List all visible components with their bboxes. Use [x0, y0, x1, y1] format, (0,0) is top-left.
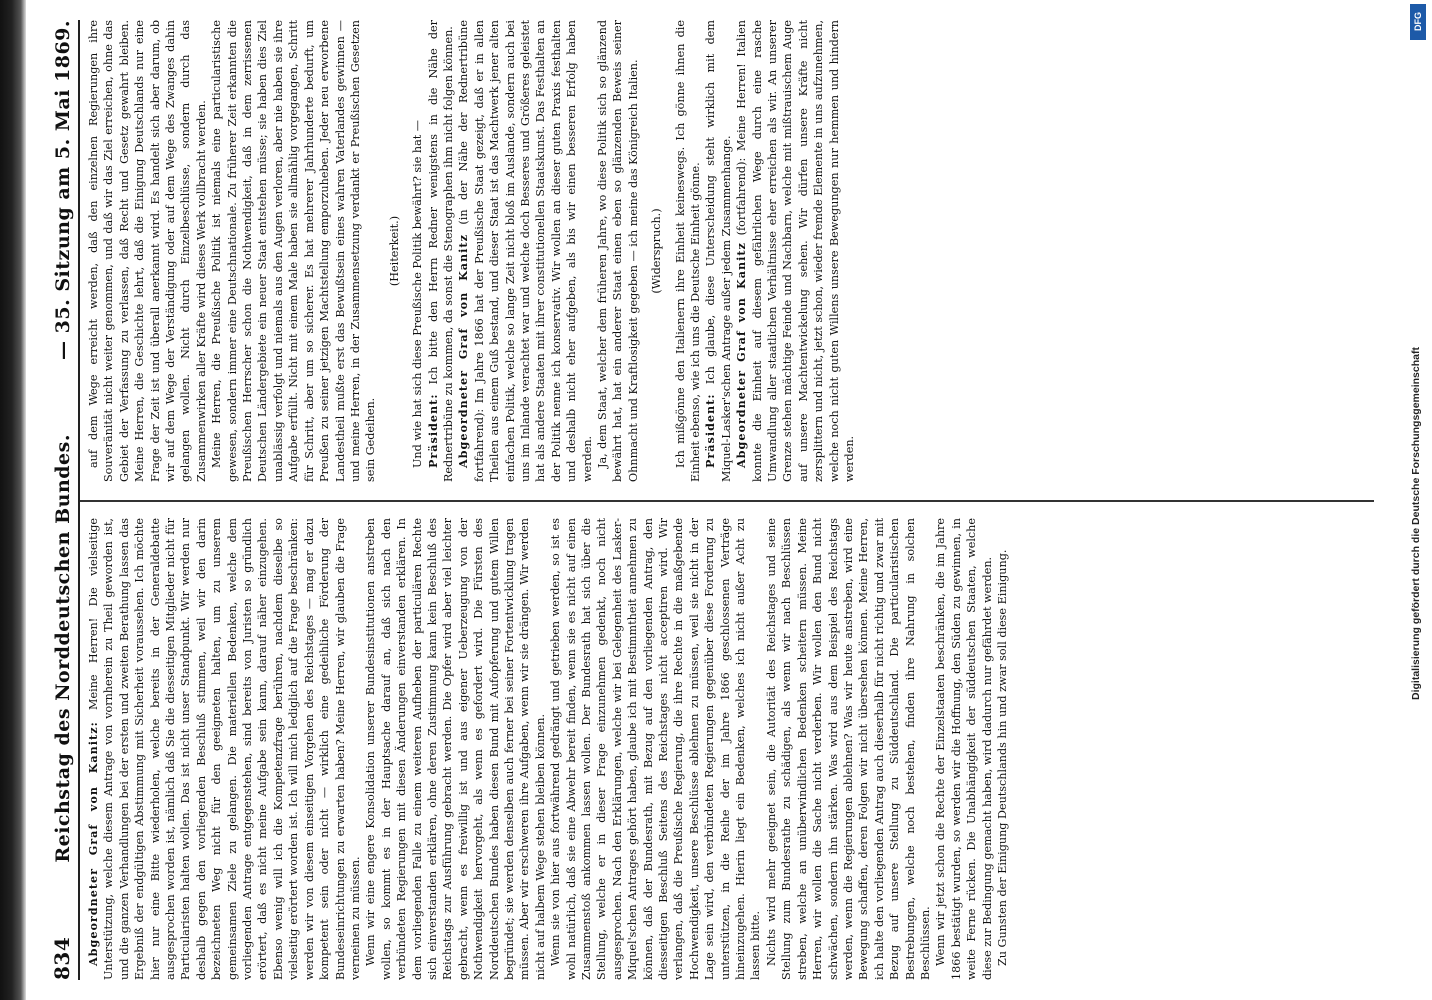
column-divider	[80, 501, 1374, 503]
paragraph-text: auf dem Wege erreicht werden, daß den einzelnen Regierungen ihre Souveränität nicht weiter genommen, und daß wir das Ziel erreichen, ohne das Gebiet der Verfassung zu verlassen, daß Recht und Gesetz gewahrt bleiben. Meine Herren, die Geschichte lehrt, daß die Einigung Deutschlands nur eine Frage der Zeit ist und überall anerkannt wird. Es handelt sich aber darum, ob wir auf dem Wege der Verständigung oder auf dem Wege des Zwanges dahin gelangen wollen. Nicht durch Einzelbeschlüsse, sondern durch das Zusammenwirken aller Kräfte wird dieses Werk vollbracht werden.	[87, 20, 208, 482]
stage-direction-text: (Heiterkeit.)	[387, 215, 401, 287]
session-title: — 35. Sitzung am 5. Mai 1869.	[52, 20, 74, 360]
paragraph	[673, 20, 704, 482]
paragraph	[548, 518, 764, 980]
right-column	[86, 20, 1376, 482]
page-header	[40, 20, 74, 980]
paragraph	[764, 518, 933, 980]
stage-direction	[387, 20, 402, 482]
paragraph-text: Nichts wird mehr geeignet sein, die Autorität des Reichstages und seine Stellung zum Bundesrathe zu schädigen, als wenn wir nach Beschlüssen streben, welche an unüberwindlichen Bedenken scheitern müssen. Meine Herren, wir wollen die Sache nicht verderben. Wir wollen den Bund nicht schwächen, sondern ihn stärken. Was wird aus dem Beispiel des Reichstags werden, wenn die Regierungen ablehnen? Was wir heute anstreben, wird eine Bewegung schaffen, deren Folgen wir nicht übersehen können. Meine Herren, ich halte den vorliegenden Antrag auch dieserhalb für nicht richtig und zwar mit Bezug auf unsere Stellung zu Süddeutschland. Die particularistischen Bestrebungen, welche noch bestehen, finden ihre Nahrung in solchen Beschlüssen.	[764, 518, 932, 980]
paragraph-text: Ich mißgönne den Italienern ihre Einheit keineswegs. Ich gönne ihnen die Einheit ebenso, wie ich uns die Deutsche Einheit gönne.	[673, 20, 703, 482]
paragraph	[995, 518, 1010, 980]
dfg-watermark	[1404, 0, 1430, 1000]
stage-direction-text: (Widerspruch.)	[650, 208, 664, 294]
scan-edge	[0, 0, 26, 1000]
page-number: 834	[50, 936, 74, 980]
dfg-logo: DFG	[1410, 4, 1426, 40]
speech-paragraph	[426, 20, 457, 482]
paragraph-text: Und wie hat sich diese Preußische Politik bewährt? sie hat —	[411, 120, 425, 468]
paragraph-text: (in der Nähe der Rednertribüne fortfahrend): Im Jahre 1866 hat der Preußische Staat gezeigt, daß er in allen Theilen aus einem Guß bestand, und dieser Staat ist das Machtwerk jener alten einfachen Politik, welche so lange Zeit nicht bloß im Auslande, sondern auch bei uns im Inlande verachtet war und welche doch Besseres und Größeres geleistet hat als andere Staaten mit ihrer constitutionellen Staatskunst. Das Festhalten an der Politik nenne ich konservativ. Wir wollen an dieser guten Praxis festhalten und deshalb nicht eher aufgeben, als bis wir einen besseren Erfolg haben werden.	[457, 20, 594, 482]
paragraph	[933, 518, 995, 980]
paragraph-text: Wenn wir jetzt schon die Rechte der Einzelstaaten beschränken, die im Jahre 1866 bestätigt wurden, so werden wir die Hoffnung, den Süden zu gewinnen, in weite Ferne rücken. Die Unabhängigkeit der süddeutschen Staaten, welche diese zur Bedingung gemacht haben, wird dadurch nur gefährdet werden.	[934, 518, 994, 980]
paragraph-text: Zu Gunsten der Einigung Deutschlands hin und zwar soll diese Einigung.	[995, 549, 1009, 966]
speaker-name: Präsident:	[703, 393, 718, 468]
paragraph-text: Wenn sie von hier aus fortwährend gedrängt und getrieben werden, so ist es wohl natürlich, daß sie eine Abwehr bereit finden, wenn sie es nicht auf einen Zusammenstoß ankommen lassen wollen. Der Bundesrath hat sich über die Stellung, welche er in dieser Frage einzunehmen gedenkt, noch nicht ausgesprochen. Nach den Erklärungen, welche wir bei Gelegenheit des Lasker-Miquel'schen Antrages gehört haben, glaube ich mit Bestimmtheit annehmen zu können, daß der Bundesrath, mit Bezug auf den vorliegenden Antrag, den diesseitigen Beschluß Seitens des Reichstages nicht acceptiren wird. Wir verlangen, daß die Preußische Regierung, die ihre Rechte in die maßgebende Hochwendigkeit, unsere Beschlüsse ablehnen zu müssen, weil sie nicht in der Lage sein wird, den verbündeten Regierungen gegenüber diese Forderung zu unterstützen, in die Reihe der im Jahre 1866 geschlossenen Verträge hineinzugehen. Hierin liegt ein Bedenken, welches ich nicht außer Acht zu lassen bitte.	[549, 518, 763, 980]
left-column	[86, 518, 1376, 980]
dfg-credit-text: Digitalisierung gefördert durch die Deutsche Forschungsgemeinschaft	[1410, 347, 1422, 700]
paragraph	[209, 20, 378, 482]
paragraph-text: Ja, dem Staat, welcher dem früheren Jahre, wo diese Politik sich so glänzend bewährt hat, hat ein anderer Staat einen eben so glänzenden Beweis seiner Ohnmacht und Kraftlosigkeit gegeben — ich meine das Königreich Italien.	[596, 20, 640, 482]
paragraph	[363, 518, 548, 980]
speaker-name: Abgeordneter Graf von Kanitz:	[86, 721, 100, 966]
speaker-name: Präsident:	[425, 393, 440, 468]
speech-paragraph	[456, 20, 595, 482]
speech-paragraph	[86, 518, 363, 980]
running-title: Reichstag des Norddeutschen Bundes.	[52, 434, 74, 863]
paragraph-text: Ich bitte den Herrn Redner wenigstens in die Nähe der Rednertribüne zu kommen, da sonst die Stenographen ihm nicht folgen können.	[426, 20, 455, 482]
stage-direction	[649, 20, 664, 482]
speech-paragraph	[703, 20, 734, 482]
rotated-document-page	[40, 20, 1380, 980]
paragraph-text: Ich glaube, diese Unterscheidung steht wirklich mit dem Miquel-Lasker'schen Antrage außer jedem Zusammenhange.	[704, 20, 733, 482]
paragraph-text: Wenn wir eine engere Konsolidation unserer Bundesinstitutionen anstreben wollen, so kommt es in der Hauptsache darauf an, daß sich nach den verbündeten Regierungen mit diesen Änderungen einverstanden erklären. In dem vorliegenden Falle zu einem weiteren Aufheben der particulären Rechte sich einverstanden erklären, ohne deren Zustimmung kann kein Beschluß des Reichstags zur Ausführung gebracht werden. Die Opfer wird aber viel leichter gebracht, wenn es freiwillig ist und aus eigener Ueberzeugung von der Nothwendigkeit hervorgeht, als wenn es gefordert wird. Die Fürsten des Norddeutschen Bundes haben diesen Bund mit Aufopferung und gutem Willen begründet; sie werden denselben auch ferner bei seiner Fortentwicklung tragen müssen. Aber wir erschweren ihre Aufgaben, wenn wir sie drängen. Wir werden nicht auf halbem Wege stehen bleiben können.	[364, 518, 547, 980]
paragraph-text: Meine Herren, die Preußische Politik ist niemals eine particularistische gewesen, sondern immer eine Deutschnationale. Zu früherer Zeit erkannten die Preußischen Herrscher schon die Nothwendigkeit, daß in dem zerrissenen Deutschen Ländergebiete ein neuer Staat entstehen müsse; sie haben dies Ziel unablässig verfolgt und niemals aus den Augen verloren, aber nie haben sie ihre Aufgabe erfüllt. Nicht mit einem Male haben sie allmählig vorgegangen, Schritt für Schritt, aber um so sicherer. Es hat mehrerer Jahrhunderte bedurft, um Preußen zu seiner jetzigen Machtstellung emporzuheben. Jeder neu erworbene Landestheil mußte erst das Bewußtsein eines wahren Vaterlandes gewinnen — und meine Herren, in der Zusammensetzung verdankt er Preußischen Gesetzen sein Gedeihen.	[210, 20, 378, 482]
paragraph-text: Meine Herren! Die vielseitige Unterstützung, welche diesem Antrage von vornherein zu Theil geworden ist, und die ganzen Verhandlungen bei der ersten und zweiten Berathung lassen das Ergebniß der endgültigen Abstimmung mit Sicherheit voraussehen. Ich möchte hier nur eine Bitte wiederholen, welche bereits in der Generaldebatte ausgesprochen worden ist, nämlich daß Sie die diesseitigen Mitglieder nicht für Particularisten halten wollen. Das ist nicht unser Standpunkt. Wir werden nur deshalb gegen den vorliegenden Beschluß stimmen, weil wir den darin bezeichneten Weg nicht für den geeigneten halten, um zu unserem gemeinsamen Ziele zu gelangen. Die materiellen Bedenken, welche dem vorliegenden Antrage entgegenstehen, sind bereits von Juristen so gründlich erörtert, daß es nicht meine Aufgabe sein kann, darauf näher einzugehen. Ebenso wenig will ich die Kompetenzfrage berühren, nachdem dieselbe so vielseitig erörtert worden ist. Ich will mich lediglich auf die Frage beschränken: werden wir von diesem einseitigen Vorgehen des Reichstages — mag er dazu kompetent sein oder nicht — wirklich eine gedeihliche Förderung der Bundeseinrichtungen zu erwarten haben? Meine Herren, wir glauben die Frage verneinen zu müssen.	[87, 518, 362, 980]
paragraph	[410, 20, 425, 482]
speaker-name: Abgeordneter Graf von Kanitz	[734, 242, 749, 468]
paragraph	[86, 20, 209, 482]
paragraph-text: (fortfahrend): Meine Herren! Italien konnte die Einheit auf diesem gefährlichen Wege durch eine rasche Umwandlung aller staatlichen Verhältnisse eher erreichen als wir. An unserer Grenze stehen mächtige Feinde und Nachbarn, welche mit mißtrauischem Auge auf unsere Machtentwickelung sehen. Wir dürfen unsere Kräfte nicht zersplittern und nicht, jetzt schon, wieder fremde Elemente in uns aufzunehmen, welche noch nicht guten Willens unsere Bewegungen nur hemmen und hindern werden.	[735, 20, 857, 482]
speech-paragraph	[734, 20, 857, 482]
speaker-name: Abgeordneter Graf von Kanitz	[456, 234, 471, 468]
paragraph	[595, 20, 641, 482]
